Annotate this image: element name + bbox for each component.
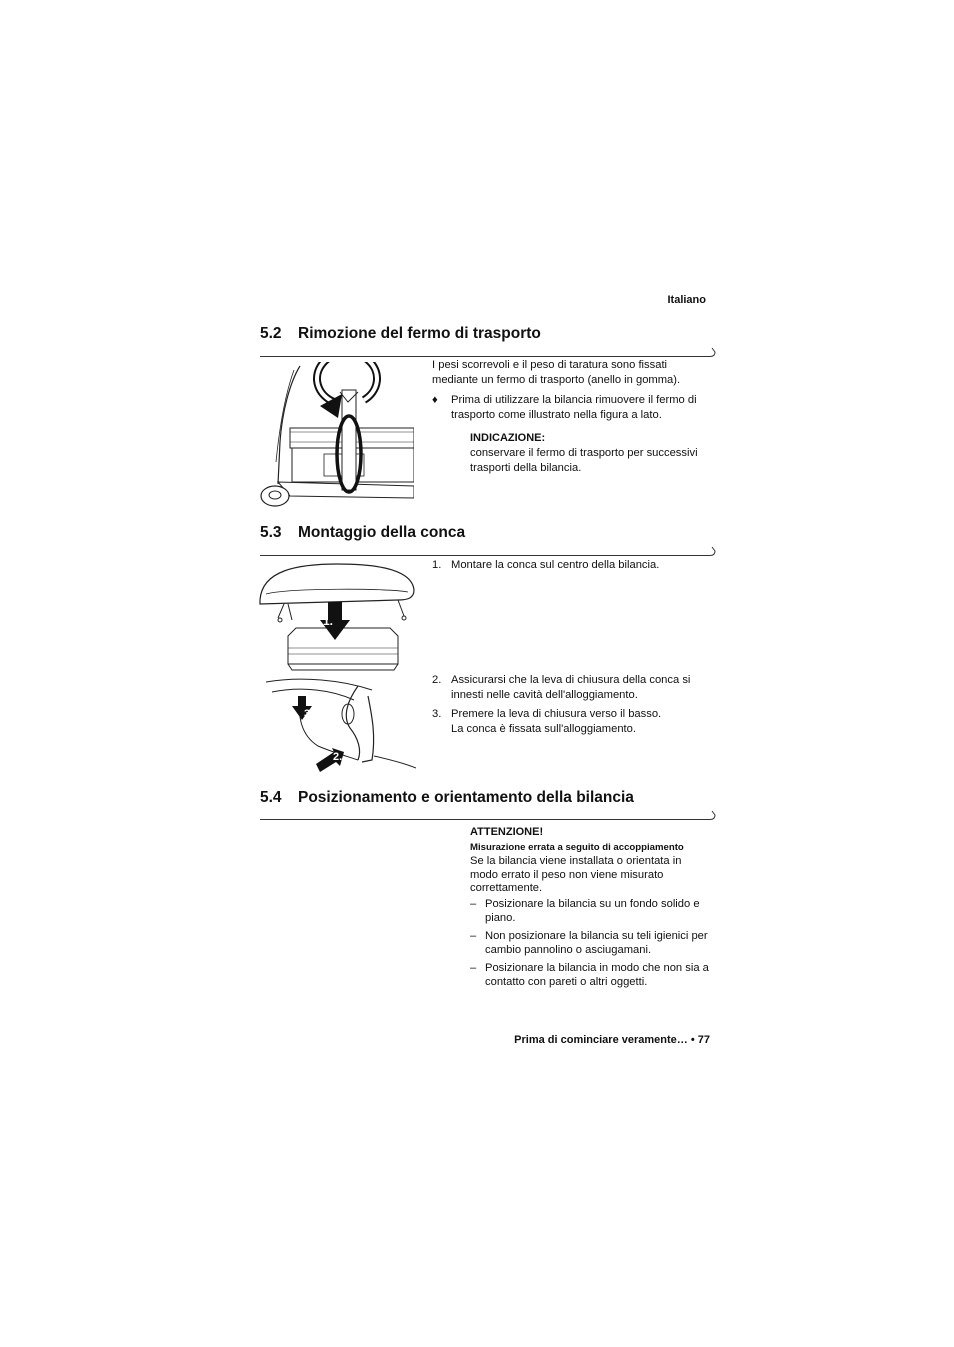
figure-label: 3. [304,708,314,720]
dash-item [470,898,716,926]
text-line: correttamente. [470,882,543,895]
section-number: 5.3 [260,524,282,541]
step-item [432,673,714,703]
text-line: mediante un fermo di trasporto (anello in gomma). [432,374,681,386]
bullet-item [432,393,714,423]
language-label: Italiano [667,294,706,306]
warning-text [470,855,714,896]
text-line: Posizionare la bilancia in modo che non sia a [485,962,709,974]
step-number: 3. [432,708,442,720]
text-line: Posizionare la bilancia su un fondo solido e [485,898,700,910]
dash-item [470,930,716,958]
section-title: Posizionamento e orientamento della bilancia [298,789,634,806]
text-line: Prima di utilizzare la bilancia rimuovere il fermo di [451,394,697,406]
text-line: contatto con pareti o altri oggetti. [485,975,648,988]
section-title: Rimozione del fermo di trasporto [298,325,541,342]
intro-paragraph [432,358,714,388]
text-line: Se la bilancia viene installata o orientata in [470,855,682,867]
step-number: 2. [432,674,442,686]
text-line: I pesi scorrevoli e il peso di taratura sono fissati [432,359,668,371]
section-rule [260,546,714,556]
text-line: Assicurarsi che la leva di chiusura della conca si [451,674,691,686]
text-line: Premere la leva di chiusura verso il basso. [451,708,662,720]
dash-item [470,962,716,990]
text-line: conservare il fermo di trasporto per successivi [470,447,698,459]
text-line: La conca è fissata sull'alloggiamento. [451,723,636,735]
section-heading-5-2 [260,325,541,343]
step-item [432,558,714,574]
dash-bullet-icon: – [470,962,477,974]
text-line: trasporto come illustrato nella figura a lato. [451,409,662,421]
dash-bullet-icon: – [470,930,477,942]
text-line: cambio pannolino o asciugamani. [485,943,652,956]
text-line: Non posizionare la bilancia su teli igienici per [485,930,708,942]
section-heading-5-3 [260,524,465,542]
warning-label: ATTENZIONE! [470,826,544,838]
section-rule [260,810,714,820]
note-text [470,446,714,476]
text-line: modo errato il peso non viene misurato [470,868,664,881]
figure-transport-lock [260,362,414,512]
text-line: Montare la conca sul centro della bilancia. [451,559,660,571]
warning-subtitle: Misurazione errata a seguito di accoppiamento [470,842,684,853]
figure-label: 2. [333,751,343,763]
section-heading-5-4 [260,789,634,807]
text-line: innesti nelle cavità dell'alloggiamento. [451,689,638,701]
section-rule [260,347,714,357]
text-line: piano. [485,911,516,924]
dash-bullet-icon: – [470,898,477,910]
step-number: 1. [432,559,442,571]
diamond-bullet-icon: ♦ [432,394,438,406]
section-number: 5.2 [260,325,282,342]
text-line: trasporti della bilancia. [470,462,582,474]
note-label: INDICAZIONE: [470,432,546,444]
section-number: 5.4 [260,789,282,806]
section-title: Montaggio della conca [298,524,466,541]
page-footer: Prima di cominciare veramente… • 77 [514,1034,710,1046]
figure-basin-mounting [258,560,418,672]
step-item [432,707,714,737]
figure-label: 1. [323,614,334,628]
